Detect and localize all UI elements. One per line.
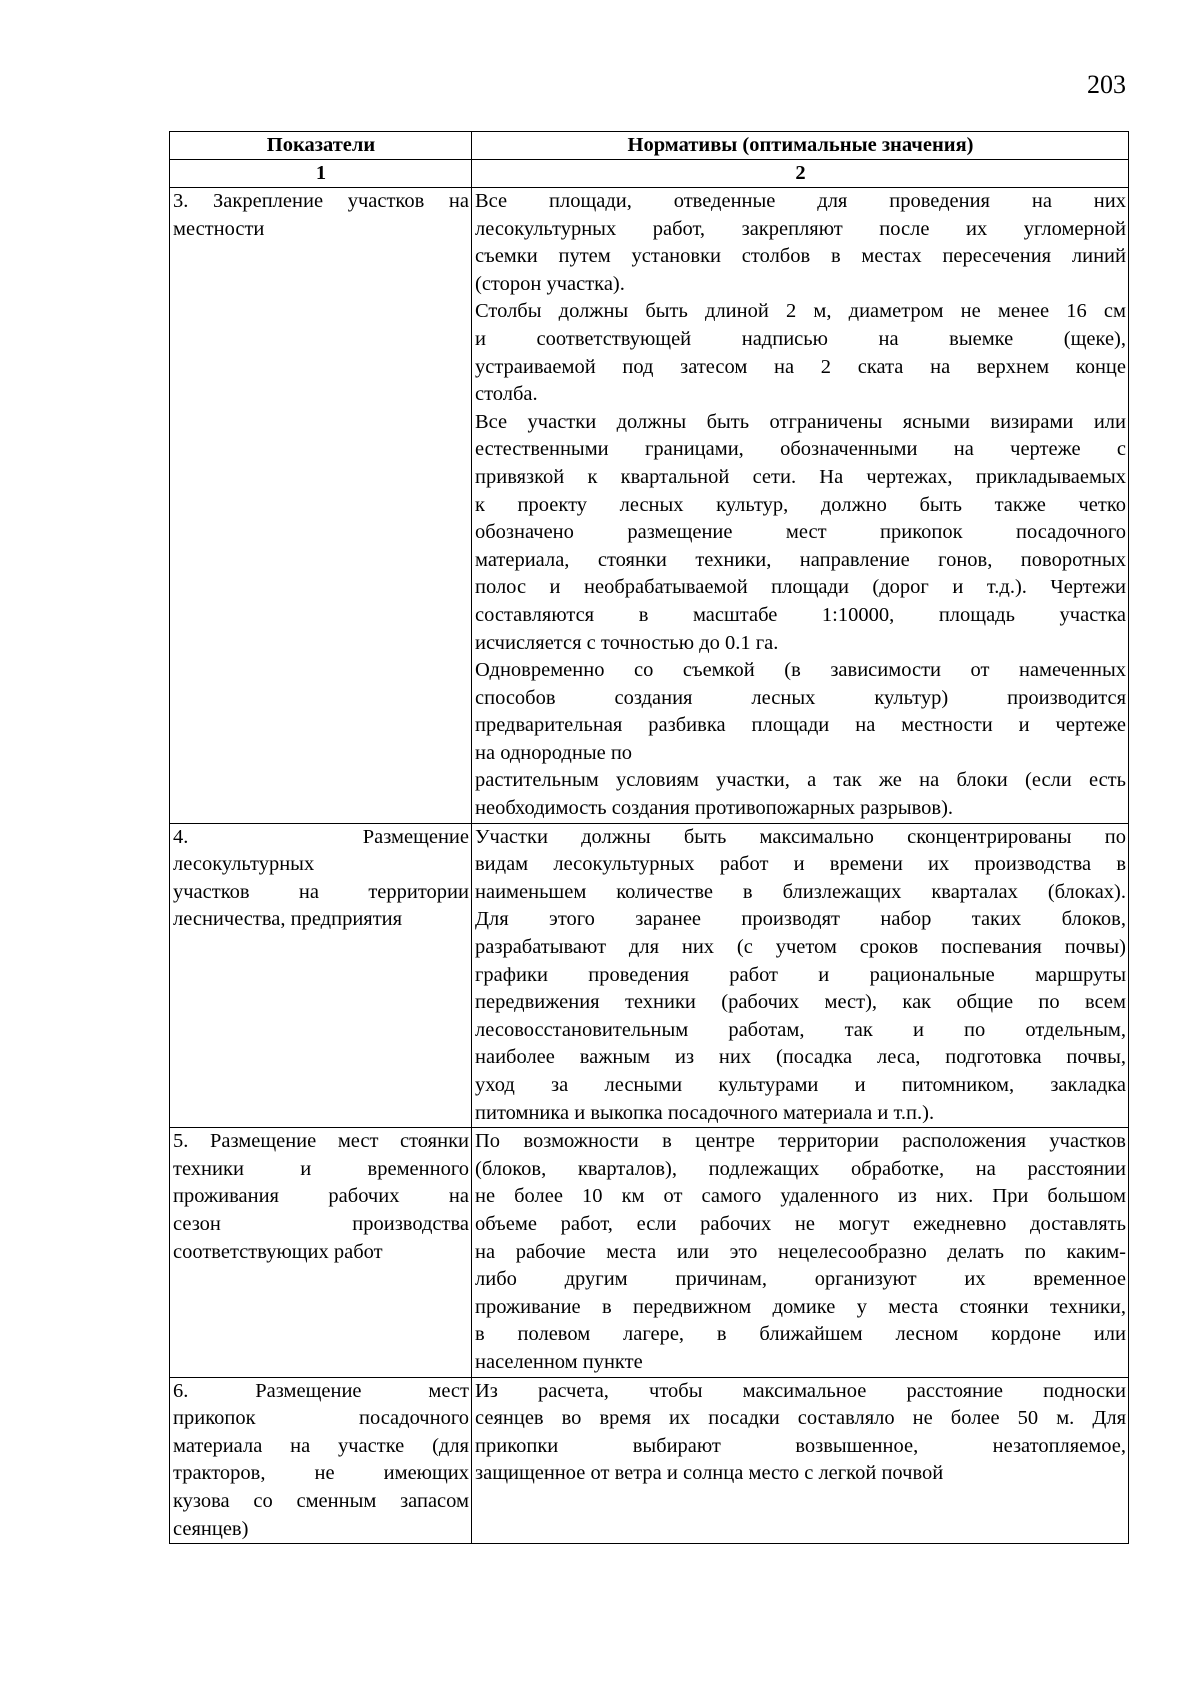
norm-line: на рабочие места или это нецелесообразно делать по каким- [475, 1240, 1126, 1263]
norm-line: По возможности в центре территории расположения участков [475, 1130, 1126, 1153]
norm-line: прикопки выбирают возвышенное, незатопляемое, [475, 1434, 1126, 1457]
indicator-line: сеянцев) [173, 1517, 249, 1540]
norm-line: растительным условиям участки, а так же на блоки (если есть [475, 769, 1126, 792]
norm-line: уход за лесными культурами и питомником, закладка [475, 1074, 1126, 1096]
norm-line: способов создания лесных культур) производится [475, 686, 1126, 709]
norm-paragraph [475, 188, 1126, 298]
norm-cell [472, 188, 1129, 824]
indicator-line: 6. Размещение мест [173, 1379, 469, 1402]
norm-line: Участки должны быть максимально сконцентрированы по [475, 825, 1126, 848]
norm-line: на однородные по [475, 741, 633, 764]
norm-line: объеме работ, если рабочих не могут ежедневно доставлять [475, 1212, 1126, 1235]
norm-line: питомника и выкопка посадочного материала и т.п.). [475, 1101, 935, 1124]
header-row [170, 132, 1129, 160]
indicator-line: местности [173, 217, 265, 240]
norms-table [169, 131, 1129, 1544]
norm-line: составляются в масштабе 1:10000, площадь участка [475, 603, 1126, 626]
norm-line: естественными границами, обозначенными на чертеже с [475, 438, 1126, 461]
norm-line: защищенное от ветра и солнца место с легкой почвой [475, 1462, 944, 1485]
norm-line: (блоков, кварталов), подлежащих обработке, на расстоянии [475, 1157, 1126, 1180]
norm-line: не более 10 км от самого удаленного из них. При большом [475, 1185, 1126, 1208]
norm-line: разрабатывают для них (с учетом сроков поспевания почвы) [475, 936, 1126, 959]
indicator-line: кузова со сменным запасом [173, 1489, 469, 1512]
norm-line: Одновременно со съемкой (в зависимости от намеченных [475, 659, 1126, 682]
column-number-1: 1 [170, 160, 472, 188]
norm-line: к проекту лесных культур, должно быть также четко [475, 493, 1126, 516]
norm-line: наиболее важным из них (посадка леса, подготовка почвы, [475, 1046, 1126, 1069]
table-row [170, 1128, 1129, 1377]
column-number-2: 2 [472, 160, 1129, 188]
indicator-line: 3. Закрепление участков на [173, 190, 469, 212]
norm-cell [472, 1128, 1129, 1377]
norm-line: материала, стоянки техники, направление гонов, поворотных [475, 548, 1126, 571]
norm-line: предварительная разбивка площади на местности и чертеже [475, 714, 1126, 737]
norm-line: обозначено размещение мест прикопок посадочного [475, 521, 1126, 544]
indicator-line: проживания рабочих на [173, 1185, 469, 1208]
norm-line: и соответствующей надписью на выемке (щеке), [475, 327, 1126, 350]
norm-cell [472, 823, 1129, 1128]
norm-line: видам лесокультурных работ и времени их производства в [475, 853, 1126, 876]
norm-paragraph [475, 1128, 1126, 1376]
indicator-cell [170, 1128, 472, 1377]
norm-line: привязкой к квартальной сети. На чертежах, прикладываемых [475, 465, 1126, 488]
indicator-cell [170, 823, 472, 1128]
indicator-line: 5. Размещение мест стоянки [173, 1130, 469, 1153]
norm-paragraph [475, 824, 1126, 1128]
table-row [170, 1377, 1129, 1544]
norm-line: Для этого заранее производят набор таких блоков, [475, 908, 1126, 931]
norm-line: Все площади, отведенные для проведения на них [475, 190, 1126, 212]
indicator-line: техники и временного [173, 1157, 469, 1180]
column-header-norms: Нормативы (оптимальные значения) [472, 132, 1129, 160]
norm-line: в полевом лагере, в ближайшем лесном кордоне или [475, 1323, 1126, 1346]
indicator-line: лесокультурных [173, 853, 315, 876]
norm-line: наименьшем количестве в близлежащих кварталах (блоках). [475, 880, 1126, 903]
norm-line: Все участки должны быть отграничены ясными визирами или [475, 410, 1126, 433]
norm-line: сеянцев во время их посадки составляло не более 50 м. Для [475, 1407, 1126, 1430]
norm-line: населенном пункте [475, 1350, 643, 1373]
page-number: 203 [1087, 70, 1126, 99]
norm-paragraph [475, 298, 1126, 408]
norm-line: Из расчета, чтобы максимальное расстояние подноски [475, 1379, 1126, 1402]
indicator-line: прикопок посадочного [173, 1407, 469, 1430]
indicator-line: участков на территории [173, 880, 469, 903]
norm-line: лесовосстановительным работам, так и по отдельным, [475, 1018, 1126, 1041]
norm-line: графики проведения работ и рациональные маршруты [475, 963, 1126, 986]
indicator-line: соответствующих работ [173, 1240, 383, 1263]
norm-line: (сторон участка). [475, 272, 625, 295]
norm-cell [472, 1377, 1129, 1544]
column-header-indicators: Показатели [170, 132, 472, 160]
indicator-cell [170, 188, 472, 824]
indicator-line: материала на участке (для [173, 1434, 469, 1457]
norm-paragraph [475, 657, 1126, 767]
norm-line: передвижения техники (рабочих мест), как общие по всем [475, 991, 1126, 1014]
table-row [170, 188, 1129, 824]
table-body [170, 188, 1129, 1544]
norm-line: полос и необрабатываемой площади (дорог и т.д.). Чертежи [475, 576, 1126, 599]
norm-line: съемки путем установки столбов в местах пересечения линий [475, 245, 1126, 268]
table-row [170, 823, 1129, 1128]
indicator-cell [170, 1377, 472, 1544]
indicator-line: 4. Размещение [173, 825, 469, 848]
norm-line: необходимость создания противопожарных разрывов). [475, 797, 954, 820]
indicator-line: сезон производства [173, 1212, 469, 1235]
indicator-line: тракторов, не имеющих [173, 1462, 469, 1485]
column-number-row [170, 160, 1129, 188]
norm-line: либо другим причинам, организуют их временное [475, 1268, 1126, 1291]
norm-paragraph [475, 767, 1126, 822]
norm-line: столба. [475, 383, 538, 406]
norm-paragraph [475, 1378, 1126, 1488]
norm-line: исчисляется с точностью до 0.1 га. [475, 631, 779, 654]
norm-line: лесокультурных работ, закрепляют после их угломерной [475, 217, 1126, 240]
norm-line: Столбы должны быть длиной 2 м, диаметром не менее 16 см [475, 300, 1126, 323]
norm-paragraph [475, 409, 1126, 657]
norm-line: устраиваемой под затесом на 2 ската на верхнем конце [475, 355, 1126, 378]
indicator-line: лесничества, предприятия [173, 908, 403, 931]
norm-line: проживание в передвижном домике у места стоянки техники, [475, 1295, 1126, 1318]
